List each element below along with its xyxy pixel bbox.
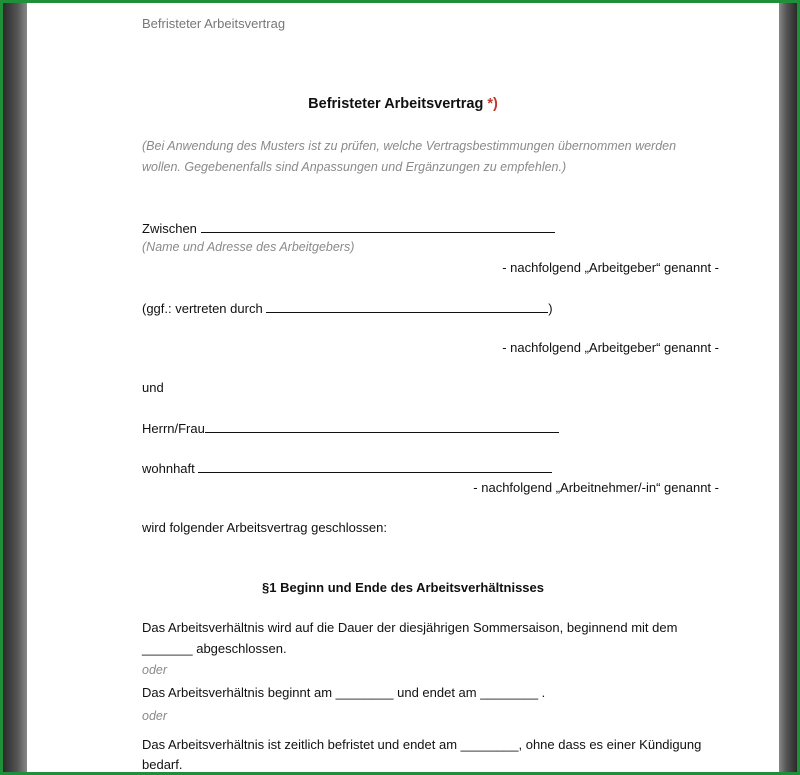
represented-close: ) [548,301,553,316]
option-2: Das Arbeitsverhältnis beginnt am ________ und endet am ________ . [142,685,546,700]
employer-named: - nachfolgend „Arbeitgeber“ genannt - [502,260,719,275]
option-1-line-1: Das Arbeitsverhältnis wird auf die Dauer der diesjährigen Sommersaison, beginnend mit dem [142,620,678,635]
and-label: und [142,380,164,395]
represented-row [142,300,553,316]
note-line-1: (Bei Anwendung des Musters ist zu prüfen, welche Vertragsbestimmungen übernommen werden [142,139,677,153]
option-3-line-2: bedarf. [142,757,183,772]
residence-blank [198,460,552,473]
between-label: Zwischen [142,221,197,236]
employer-blank [201,220,555,233]
title-text: Befristeter Arbeitsvertrag [308,96,484,112]
person-label: Herrn/Frau [142,421,205,436]
section-1-heading: §1 Beginn und Ende des Arbeitsverhältnisses [262,580,544,595]
left-gutter [3,3,27,772]
document-viewer [3,3,797,772]
option-1-line-2: _______ abgeschlossen. [142,641,287,656]
residence-row [142,460,552,476]
document-page [27,3,779,772]
note-line-2: wollen. Gegebenenfalls sind Anpassungen und Ergänzungen zu empfehlen.) [142,160,567,174]
document-title [27,96,779,112]
employee-named: - nachfolgend „Arbeitnehmer/-in“ genannt - [473,480,719,495]
represented-label: (ggf.: vertreten durch [142,301,263,316]
between-row [142,220,555,236]
residence-label: wohnhaft [142,461,195,476]
representative-blank [266,300,548,313]
or-label-1: oder [142,663,168,677]
concluded-text: wird folgender Arbeitsvertrag geschlossen: [142,520,387,535]
person-blank [205,420,559,433]
running-header: Befristeter Arbeitsvertrag [142,16,286,31]
person-row [142,420,559,436]
employer-hint: (Name und Adresse des Arbeitgebers) [142,240,355,254]
right-gutter [779,3,797,772]
option-3-line-1: Das Arbeitsverhältnis ist zeitlich befristet und endet am ________, ohne dass es einer Kündigung [142,737,702,752]
title-footnote-mark: *) [487,96,498,112]
employer-named-2: - nachfolgend „Arbeitgeber“ genannt - [502,340,719,355]
or-label-2: oder [142,709,168,723]
